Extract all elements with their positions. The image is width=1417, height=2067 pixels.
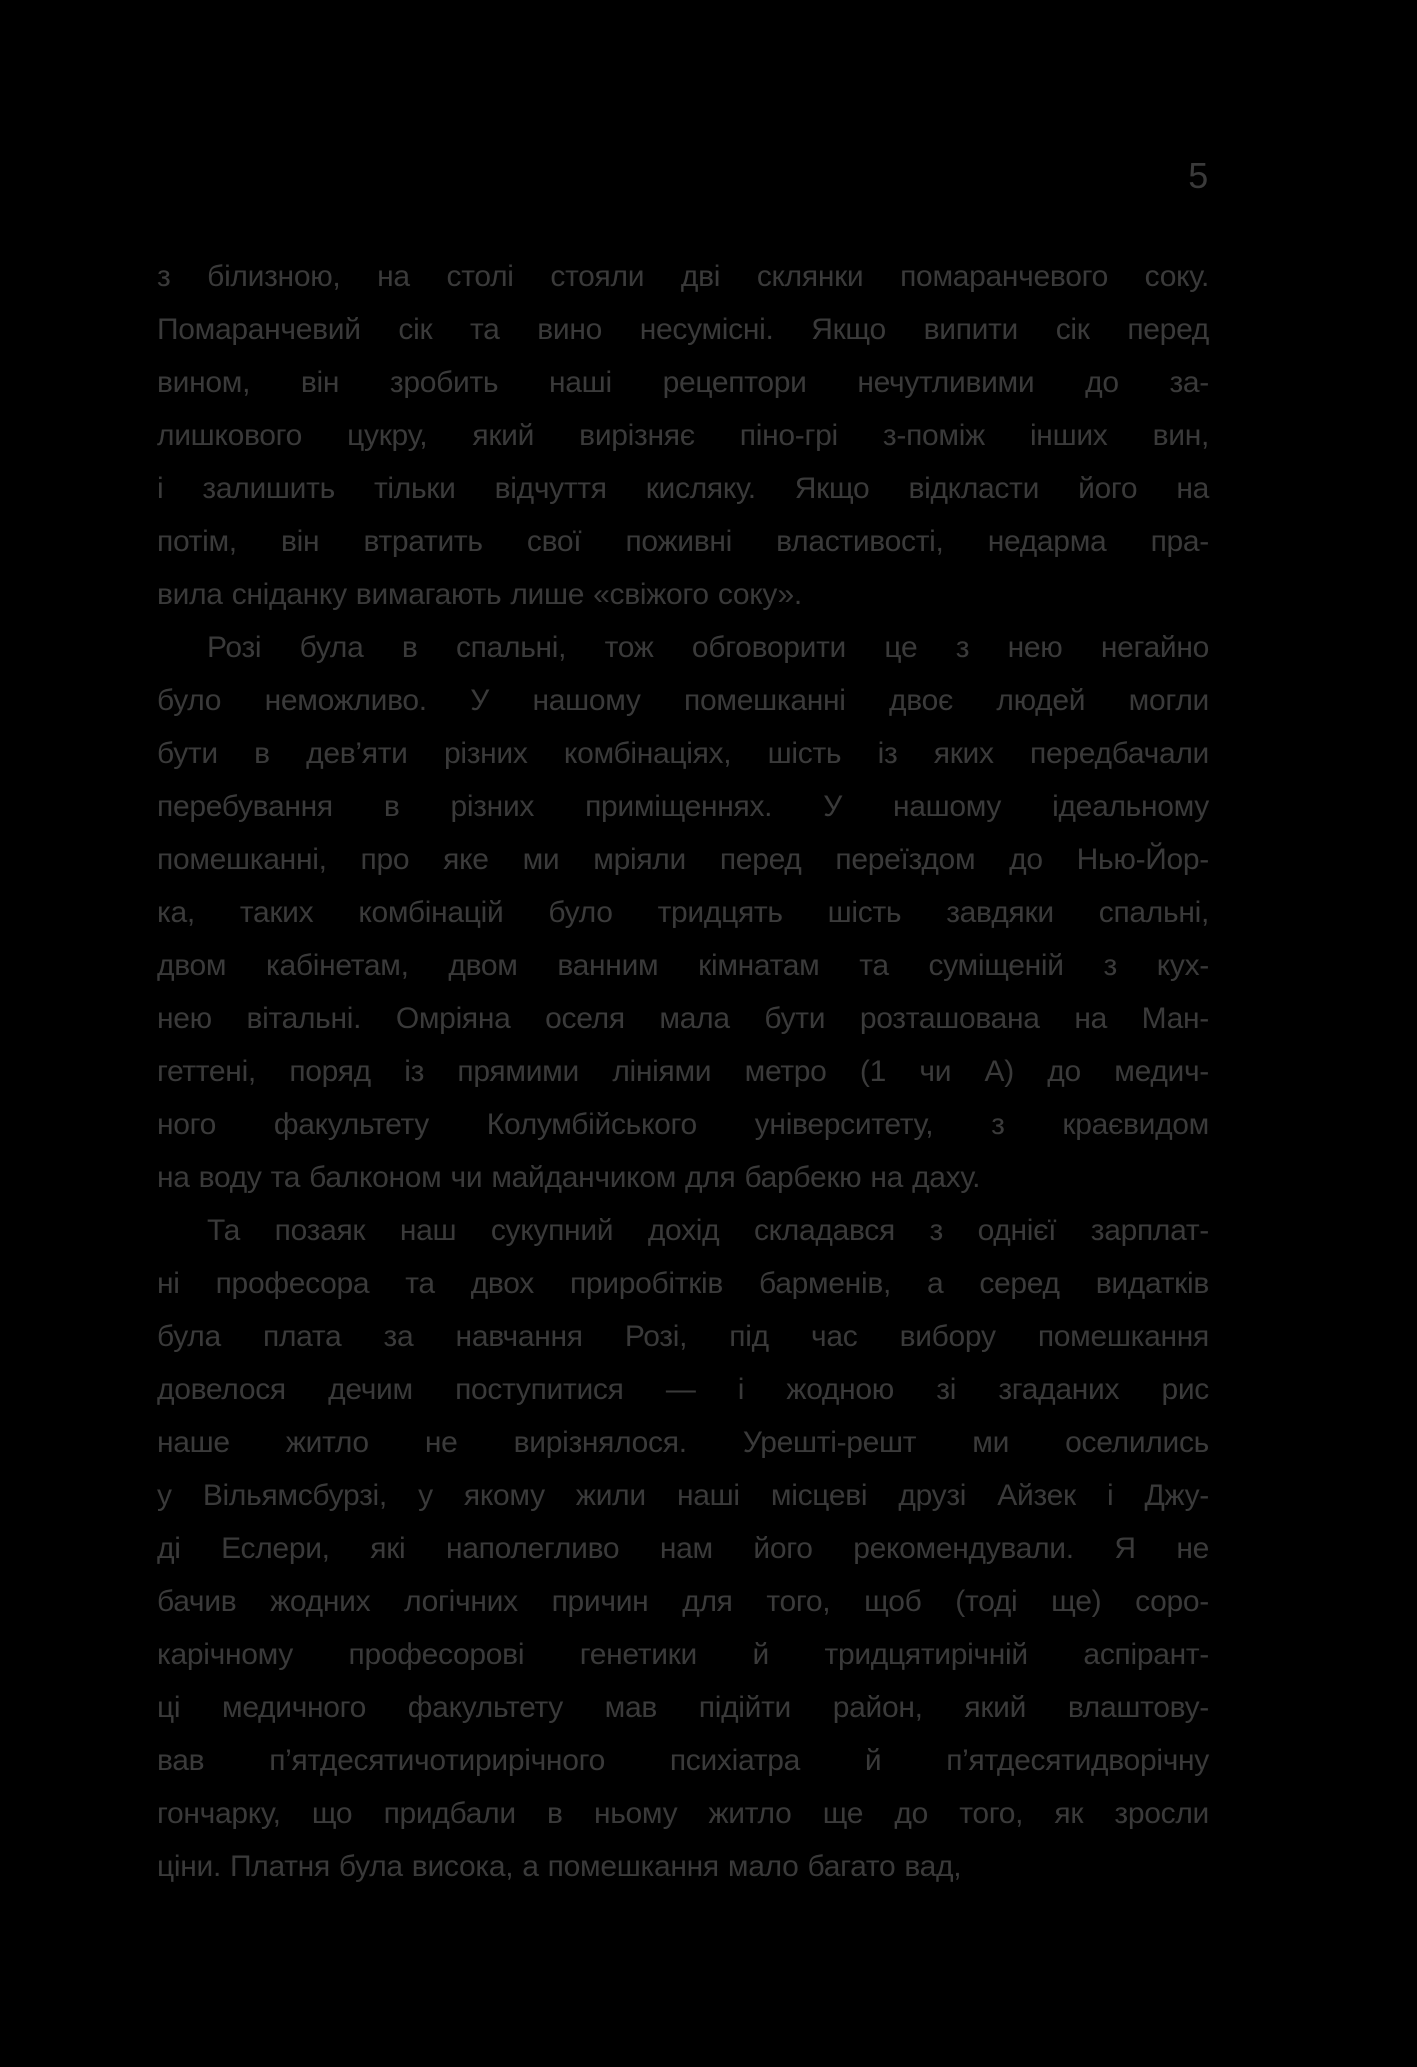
text-line: помешканні, про яке ми мріяли перед переїздом до Нью-Йор-	[157, 843, 1209, 876]
text-line: нею вітальні. Омріяна оселя мала бути розташована на Ман-	[157, 1002, 1209, 1035]
text-line: було неможливо. У нашому помешканні двоє людей могли	[157, 684, 1209, 717]
text-line: геттені, поряд із прямими лініями метро (1 чи А) до медич-	[157, 1055, 1209, 1088]
text-line: ді Еслери, які наполегливо нам його рекомендували. Я не	[157, 1532, 1209, 1565]
text-line: гончарку, що придбали в ньому житло ще до того, як зросли	[157, 1797, 1209, 1830]
text-line: вав п’ятдесятичотирирічного психіатра й п’ятдесятидворічну	[157, 1744, 1209, 1777]
text-line: ціни. Платня була висока, а помешкання мало багато вад,	[157, 1850, 962, 1883]
text-line: двом кабінетам, двом ванним кімнатам та суміщеній з кух-	[157, 949, 1209, 982]
text-line: ка, таких комбінацій було тридцять шість завдяки спальні,	[157, 896, 1209, 929]
text-line: ного факультету Колумбійського університету, з краєвидом	[157, 1108, 1209, 1141]
text-line: бути в дев’яти різних комбінаціях, шість із яких передбачали	[157, 737, 1209, 770]
text-line: у Вільямсбурзі, у якому жили наші місцеві друзі Айзек і Джу-	[157, 1479, 1209, 1512]
text-line: наше житло не вирізнялося. Урешті-решт ми оселились	[157, 1426, 1209, 1459]
book-text-block	[157, 250, 1209, 1893]
page-number: 5	[1188, 155, 1208, 196]
text-line: потім, він втратить свої поживні властивості, недарма пра-	[157, 525, 1209, 558]
text-line: ні професора та двох приробітків барменів, а серед видатків	[157, 1267, 1209, 1300]
text-line: на воду та балконом чи майданчиком для барбекю на даху.	[157, 1161, 981, 1194]
text-line: вила сніданку вимагають лише «свіжого соку».	[157, 578, 802, 611]
text-line: карічному професорові генетики й тридцятирічній аспірант-	[157, 1638, 1209, 1671]
text-line: бачив жодних логічних причин для того, щоб (тоді ще) соро-	[157, 1585, 1209, 1618]
text-line: Розі була в спальні, тож обговорити це з нею негайно	[207, 631, 1209, 664]
text-line: лишкового цукру, який вирізняє піно-грі з-поміж інших вин,	[157, 419, 1209, 452]
text-line: з білизною, на столі стояли дві склянки помаранчевого соку.	[157, 260, 1209, 293]
text-line: Та позаяк наш сукупний дохід складався з однієї зарплат-	[207, 1214, 1209, 1247]
text-line: вином, він зробить наші рецептори нечутливими до за-	[157, 366, 1209, 399]
text-line: ці медичного факультету мав підійти район, який влаштову-	[157, 1691, 1209, 1724]
text-line: перебування в різних приміщеннях. У нашому ідеальному	[157, 790, 1209, 823]
text-line: була плата за навчання Розі, під час вибору помешкання	[157, 1320, 1209, 1353]
text-line: довелося дечим поступитися — і жодною зі згаданих рис	[157, 1373, 1209, 1406]
text-line: і залишить тільки відчуття кисляку. Якщо відкласти його на	[157, 472, 1209, 505]
text-line: Помаранчевий сік та вино несумісні. Якщо випити сік перед	[157, 313, 1209, 346]
